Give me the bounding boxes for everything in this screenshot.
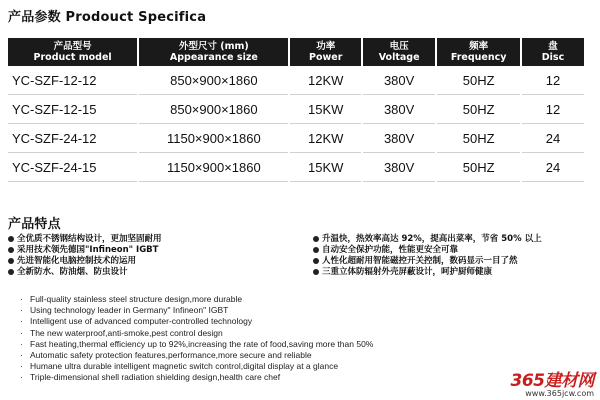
list-item: · Triple-dimensional shell radiation shielding design,health care chef bbox=[20, 372, 281, 383]
list-item: 升温快，热效率高达 92%，提高出菜率，节省 50% 以上 bbox=[313, 234, 593, 245]
bullet-icon bbox=[313, 269, 319, 275]
list-item: 先进智能化电脑控制技术的运用 bbox=[8, 256, 298, 267]
cell-frequency: 50HZ bbox=[437, 124, 520, 153]
table-row bbox=[8, 124, 584, 153]
cell-voltage: 380V bbox=[363, 153, 435, 182]
cell-size: 1150×900×1860 bbox=[139, 124, 288, 153]
cell-size: 850×900×1860 bbox=[139, 95, 288, 124]
features-section-title: 产品特点 bbox=[8, 217, 61, 232]
list-item: · Using technology leader in Germany" Infineon" IGBT bbox=[20, 305, 229, 316]
header-frequency: 频率 Frequency bbox=[437, 38, 520, 66]
cell-model: YC-SZF-24-15 bbox=[8, 153, 137, 182]
cell-power: 15KW bbox=[290, 95, 360, 124]
spec-section-title: 产品参数 Prodouct Specifica bbox=[8, 10, 207, 25]
header-model: 产品型号 Product model bbox=[8, 38, 137, 66]
cell-frequency: 50HZ bbox=[437, 95, 520, 124]
header-power: 功率 Power bbox=[290, 38, 360, 66]
list-item: · Intelligent use of advanced computer-controlled technology bbox=[20, 316, 253, 327]
header-disc: 盘 Disc bbox=[522, 38, 584, 66]
bullet-icon: · bbox=[20, 294, 23, 304]
list-item: 全新防水、防油烟、防虫设计 bbox=[8, 267, 298, 278]
cell-model: YC-SZF-24-12 bbox=[8, 124, 137, 153]
list-item: · Full-quality stainless steel structure design,more durable bbox=[20, 294, 243, 304]
header-size: 外型尺寸 (mm) Appearance size bbox=[139, 38, 288, 66]
list-item: 人性化超耐用智能磁控开关控制，数码显示一目了然 bbox=[313, 256, 593, 267]
features-cn-right bbox=[313, 234, 593, 278]
cell-frequency: 50HZ bbox=[437, 153, 520, 182]
bullet-icon: · bbox=[20, 372, 23, 383]
bullet-icon bbox=[8, 258, 14, 264]
bullet-icon bbox=[313, 247, 319, 253]
cell-voltage: 380V bbox=[363, 66, 435, 95]
bullet-icon bbox=[313, 236, 319, 242]
cell-power: 12KW bbox=[290, 124, 360, 153]
bullet-icon: · bbox=[20, 305, 23, 316]
cell-voltage: 380V bbox=[363, 95, 435, 124]
spec-table bbox=[6, 38, 586, 182]
bullet-icon bbox=[8, 247, 14, 253]
bullet-icon bbox=[8, 269, 14, 275]
bullet-icon bbox=[313, 258, 319, 264]
cell-disc: 12 bbox=[522, 66, 584, 95]
bullet-icon bbox=[8, 236, 14, 242]
bullet-icon: · bbox=[20, 350, 23, 361]
features-en bbox=[20, 294, 580, 384]
list-item: 采用技术领先德国"Infineon" IGBT bbox=[8, 245, 298, 256]
list-item: · Humane ultra durable intelligent magnetic switch control,digital display at a glance bbox=[20, 361, 339, 372]
watermark-logo bbox=[511, 366, 595, 398]
cell-voltage: 380V bbox=[363, 124, 435, 153]
cell-size: 850×900×1860 bbox=[139, 66, 288, 95]
spec-table-header bbox=[8, 38, 584, 66]
table-row bbox=[8, 153, 584, 182]
table-row bbox=[8, 66, 584, 95]
watermark-brand: 365建材网 bbox=[510, 371, 594, 391]
features-cn-left bbox=[8, 234, 298, 278]
list-item: 三重立体防辐射外壳屏蔽设计，呵护厨师健康 bbox=[313, 267, 593, 278]
bullet-icon: · bbox=[20, 338, 23, 349]
list-item: · Automatic safety protection features,performance,more secure and reliable bbox=[20, 350, 312, 361]
list-item: · Fast heating,thermal efficiency up to 92%,increasing the rate of food,saving more than 50% bbox=[20, 338, 374, 349]
cell-disc: 24 bbox=[522, 153, 584, 182]
cell-size: 1150×900×1860 bbox=[139, 153, 288, 182]
list-item: 全优质不锈钢结构设计，更加坚固耐用 bbox=[8, 234, 298, 245]
list-item: · The new waterproof,anti-smoke,pest control design bbox=[20, 327, 223, 338]
watermark-url: www.365jcw.com bbox=[525, 389, 594, 398]
bullet-icon: · bbox=[20, 316, 23, 327]
cell-disc: 12 bbox=[522, 95, 584, 124]
cell-model: YC-SZF-12-15 bbox=[8, 95, 137, 124]
cell-frequency: 50HZ bbox=[437, 66, 520, 95]
list-item: 自动安全保护功能，性能更安全可靠 bbox=[313, 245, 593, 256]
header-voltage: 电压 Voltage bbox=[363, 38, 435, 66]
bullet-icon: · bbox=[20, 361, 23, 372]
bullet-icon: · bbox=[20, 327, 23, 338]
cell-power: 15KW bbox=[290, 153, 360, 182]
cell-model: YC-SZF-12-12 bbox=[8, 66, 137, 95]
cell-power: 12KW bbox=[290, 66, 360, 95]
table-row bbox=[8, 95, 584, 124]
cell-disc: 24 bbox=[522, 124, 584, 153]
